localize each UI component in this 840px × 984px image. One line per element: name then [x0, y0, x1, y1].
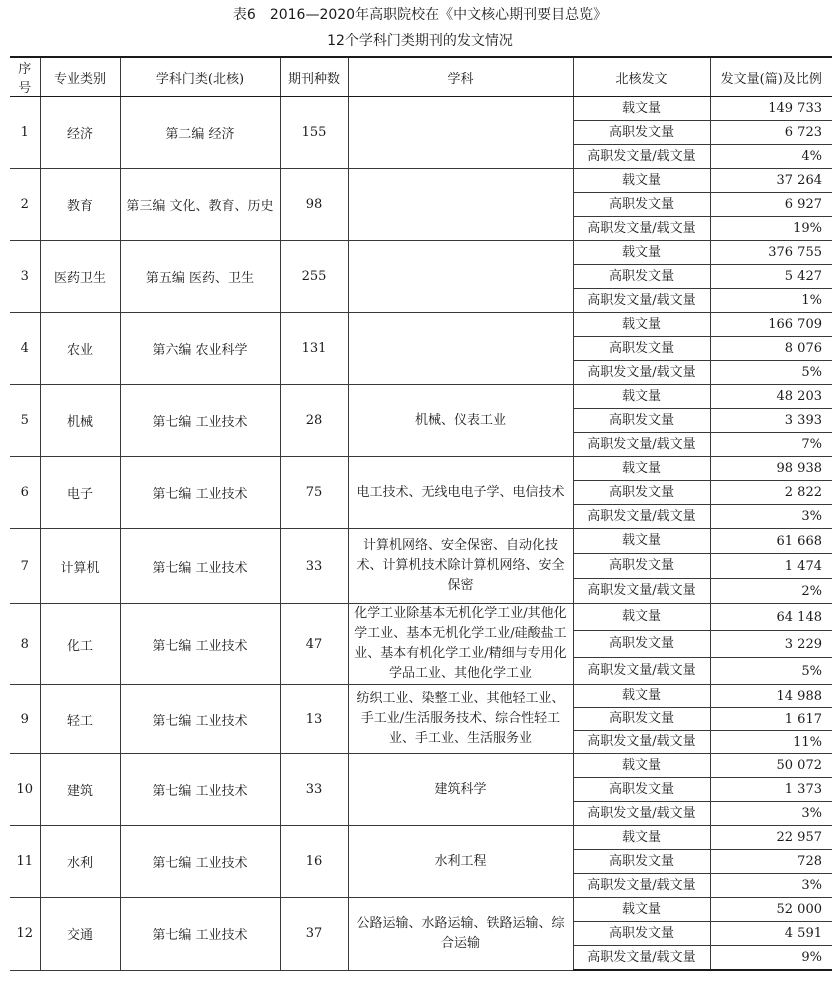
- header-category: 学科门类(北核): [120, 57, 280, 97]
- row-metric-value: 3 393: [710, 409, 832, 433]
- row-metric-value: 98 938: [710, 457, 832, 481]
- row-category: 第七编 工业技术: [120, 685, 280, 754]
- table-row: [10, 826, 832, 850]
- header-major: 专业类别: [40, 57, 120, 97]
- row-major: 教育: [40, 169, 120, 241]
- row-category: 第三编 文化、教育、历史: [120, 169, 280, 241]
- row-metric-value: 166 709: [710, 313, 832, 337]
- row-major: 医药卫生: [40, 241, 120, 313]
- row-major: 经济: [40, 97, 120, 169]
- row-category: 第二编 经济: [120, 97, 280, 169]
- table-row: [10, 169, 832, 193]
- row-metric-label: 高职发文量/载文量: [573, 289, 710, 313]
- table-row: [10, 385, 832, 409]
- row-metric-value: 1 373: [710, 778, 832, 802]
- row-metric-value: 3%: [710, 802, 832, 826]
- row-journals: 37: [280, 898, 348, 971]
- row-metric-value: 2 822: [710, 481, 832, 505]
- row-metric-label: 高职发文量: [573, 409, 710, 433]
- row-metric-value: 2%: [710, 579, 832, 604]
- row-metric-value: 4%: [710, 145, 832, 169]
- row-metric-label: 高职发文量: [573, 554, 710, 579]
- row-subject: [348, 97, 573, 169]
- header-journals: 期刊种数: [280, 57, 348, 97]
- row-metric-label: 高职发文量: [573, 121, 710, 145]
- row-category: 第七编 工业技术: [120, 457, 280, 529]
- row-no: 11: [10, 826, 40, 898]
- row-no: 3: [10, 241, 40, 313]
- row-major: 电子: [40, 457, 120, 529]
- row-metric-value: 14 988: [710, 685, 832, 708]
- row-metric-label: 载文量: [573, 826, 710, 850]
- table-row: [10, 754, 832, 778]
- row-no: 4: [10, 313, 40, 385]
- table-row: [10, 604, 832, 631]
- row-metric-label: 高职发文量: [573, 193, 710, 217]
- row-no: 8: [10, 604, 40, 685]
- row-subject: [348, 313, 573, 385]
- row-category: 第六编 农业科学: [120, 313, 280, 385]
- table-row: [10, 97, 832, 121]
- row-journals: 255: [280, 241, 348, 313]
- row-metric-label: 高职发文量/载文量: [573, 802, 710, 826]
- row-metric-value: 48 203: [710, 385, 832, 409]
- row-major: 机械: [40, 385, 120, 457]
- row-metric-label: 高职发文量: [573, 481, 710, 505]
- row-no: 1: [10, 97, 40, 169]
- row-no: 9: [10, 685, 40, 754]
- row-metric-label: 高职发文量: [573, 708, 710, 731]
- table-row: [10, 529, 832, 554]
- row-metric-label: 载文量: [573, 313, 710, 337]
- row-no: 7: [10, 529, 40, 604]
- row-journals: 131: [280, 313, 348, 385]
- row-major: 化工: [40, 604, 120, 685]
- header-subject: 学科: [348, 57, 573, 97]
- row-journals: 33: [280, 754, 348, 826]
- row-category: 第七编 工业技术: [120, 529, 280, 604]
- row-metric-value: 3 229: [710, 631, 832, 658]
- table-row: [10, 241, 832, 265]
- row-metric-label: 载文量: [573, 97, 710, 121]
- row-metric-label: 高职发文量/载文量: [573, 731, 710, 754]
- row-metric-label: 高职发文量/载文量: [573, 946, 710, 971]
- row-metric-value: 5%: [710, 361, 832, 385]
- row-metric-value: 3%: [710, 505, 832, 529]
- row-major: 建筑: [40, 754, 120, 826]
- row-journals: 16: [280, 826, 348, 898]
- row-metric-label: 高职发文量/载文量: [573, 217, 710, 241]
- publication-table: [10, 56, 832, 971]
- row-subject: 电工技术、无线电电子学、电信技术: [348, 457, 573, 529]
- row-metric-value: 52 000: [710, 898, 832, 922]
- row-metric-value: 11%: [710, 731, 832, 754]
- row-metric-label: 载文量: [573, 529, 710, 554]
- row-subject: [348, 169, 573, 241]
- row-metric-value: 61 668: [710, 529, 832, 554]
- row-no: 10: [10, 754, 40, 826]
- row-metric-label: 高职发文量: [573, 337, 710, 361]
- row-no: 2: [10, 169, 40, 241]
- header-metric: 北核发文: [573, 57, 710, 97]
- row-metric-value: 1 474: [710, 554, 832, 579]
- table-row: [10, 313, 832, 337]
- row-category: 第七编 工业技术: [120, 754, 280, 826]
- row-metric-label: 载文量: [573, 457, 710, 481]
- row-metric-label: 高职发文量: [573, 631, 710, 658]
- row-major: 轻工: [40, 685, 120, 754]
- row-metric-label: 高职发文量/载文量: [573, 145, 710, 169]
- row-major: 交通: [40, 898, 120, 971]
- row-metric-value: 4 591: [710, 922, 832, 946]
- row-journals: 98: [280, 169, 348, 241]
- row-no: 6: [10, 457, 40, 529]
- row-metric-label: 载文量: [573, 685, 710, 708]
- row-category: 第七编 工业技术: [120, 604, 280, 685]
- row-metric-value: 6 927: [710, 193, 832, 217]
- row-metric-value: 5 427: [710, 265, 832, 289]
- row-metric-value: 64 148: [710, 604, 832, 631]
- row-subject: 化学工业除基本无机化学工业/其他化学工业、基本无机化学工业/硅酸盐工业、基本有机化学工业/精细与专用化学品工业、其他化学工业: [348, 604, 573, 685]
- row-major: 农业: [40, 313, 120, 385]
- row-no: 5: [10, 385, 40, 457]
- row-metric-value: 50 072: [710, 754, 832, 778]
- row-subject: 纺织工业、染整工业、其他轻工业、手工业/生活服务技术、综合性轻工业、手工业、生活服务业: [348, 685, 573, 754]
- table-caption-line1: 表6 2016—2020年高职院校在《中文核心期刊要目总览》: [232, 7, 608, 23]
- row-metric-value: 376 755: [710, 241, 832, 265]
- row-metric-label: 载文量: [573, 169, 710, 193]
- row-journals: 33: [280, 529, 348, 604]
- row-subject: 建筑科学: [348, 754, 573, 826]
- row-metric-value: 1%: [710, 289, 832, 313]
- row-category: 第七编 工业技术: [120, 826, 280, 898]
- row-metric-value: 8 076: [710, 337, 832, 361]
- row-metric-value: 19%: [710, 217, 832, 241]
- row-metric-value: 9%: [710, 946, 832, 971]
- row-metric-value: 22 957: [710, 826, 832, 850]
- row-metric-value: 6 723: [710, 121, 832, 145]
- row-journals: 155: [280, 97, 348, 169]
- row-metric-value: 37 264: [710, 169, 832, 193]
- row-subject: [348, 241, 573, 313]
- row-metric-label: 高职发文量/载文量: [573, 579, 710, 604]
- row-major: 计算机: [40, 529, 120, 604]
- table-row: [10, 898, 832, 922]
- row-metric-label: 载文量: [573, 604, 710, 631]
- row-metric-label: 高职发文量: [573, 922, 710, 946]
- row-journals: 75: [280, 457, 348, 529]
- row-metric-value: 728: [710, 850, 832, 874]
- table-header-row: [10, 57, 832, 97]
- row-metric-label: 高职发文量: [573, 850, 710, 874]
- row-metric-label: 高职发文量/载文量: [573, 361, 710, 385]
- row-metric-label: 载文量: [573, 241, 710, 265]
- row-metric-label: 高职发文量/载文量: [573, 874, 710, 898]
- row-metric-value: 5%: [710, 658, 832, 685]
- row-metric-label: 载文量: [573, 754, 710, 778]
- row-subject: 计算机网络、安全保密、自动化技术、计算机技术除计算机网络、安全保密: [348, 529, 573, 604]
- row-journals: 47: [280, 604, 348, 685]
- row-metric-label: 载文量: [573, 385, 710, 409]
- row-metric-value: 149 733: [710, 97, 832, 121]
- row-no: 12: [10, 898, 40, 971]
- row-journals: 28: [280, 385, 348, 457]
- row-metric-label: 高职发文量: [573, 778, 710, 802]
- header-value: 发文量(篇)及比例: [710, 57, 832, 97]
- row-subject: 水利工程: [348, 826, 573, 898]
- header-no: 序号: [10, 57, 40, 97]
- row-metric-value: 3%: [710, 874, 832, 898]
- row-journals: 13: [280, 685, 348, 754]
- row-metric-value: 1 617: [710, 708, 832, 731]
- table-row: [10, 685, 832, 708]
- row-category: 第七编 工业技术: [120, 898, 280, 971]
- row-category: 第七编 工业技术: [120, 385, 280, 457]
- row-subject: 公路运输、水路运输、铁路运输、综合运输: [348, 898, 573, 971]
- row-metric-label: 高职发文量: [573, 265, 710, 289]
- row-metric-value: 7%: [710, 433, 832, 457]
- row-metric-label: 高职发文量/载文量: [573, 433, 710, 457]
- row-metric-label: 载文量: [573, 898, 710, 922]
- row-major: 水利: [40, 826, 120, 898]
- table-caption-line2: 12个学科门类期刊的发文情况: [327, 33, 513, 49]
- row-metric-label: 高职发文量/载文量: [573, 505, 710, 529]
- row-metric-label: 高职发文量/载文量: [573, 658, 710, 685]
- row-subject: 机械、仪表工业: [348, 385, 573, 457]
- row-category: 第五编 医药、卫生: [120, 241, 280, 313]
- table-row: [10, 457, 832, 481]
